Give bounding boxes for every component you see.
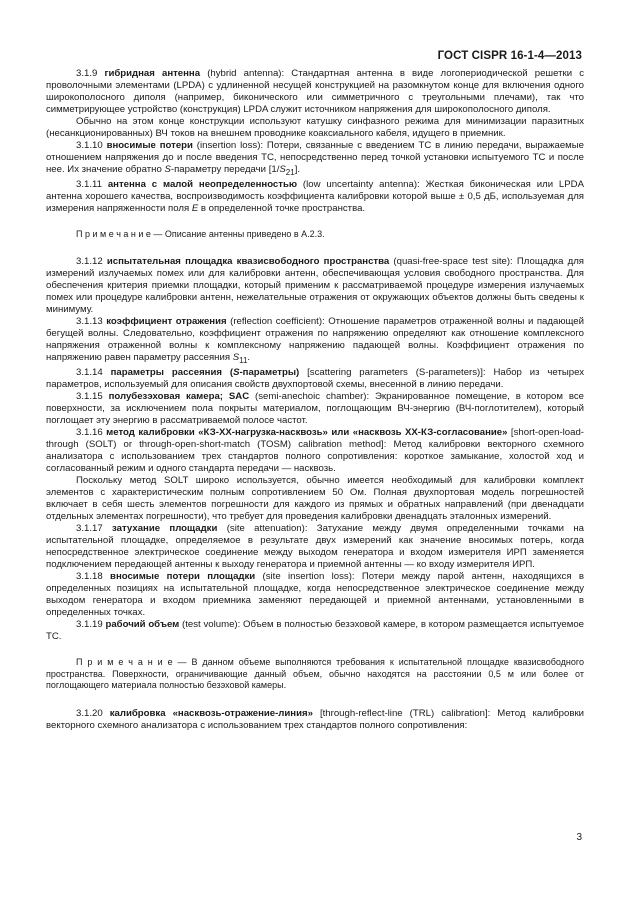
definition: [short-open-load-through (SOLT) or through-open-short-match (TOSM) calibration method]: Метод калибровки векторного схемного анализатора с использованием трех стандартов полного сопротивления: короткое замыкание, холостой ход и согласованный режим и одного стандарта передачи — насквозь. bbox=[46, 427, 584, 475]
clause-3-1-16-continuation bbox=[46, 475, 584, 523]
clause-number: 3.1.13 bbox=[76, 316, 103, 328]
definition-part: ]. bbox=[294, 164, 301, 175]
definition: (hybrid antenna): Стандартная антенна в виде логопериодической решетки с проволочными элементами (LPDA) с удлиненной несущей конструкцией на разомкнутом конце для включения одного широкополосного диполя (например, биконического или симметричного с треугольными плечами), так что симметрирующее устройство (конструкция) LPDA служит источником напряжения для широкополосного диполя. bbox=[46, 68, 585, 115]
clause-number: 3.1.18 bbox=[76, 571, 103, 583]
clause-3-1-11 bbox=[46, 179, 584, 215]
definition-part: . bbox=[247, 352, 251, 364]
note-2 bbox=[46, 657, 584, 692]
subscript: 11 bbox=[239, 356, 248, 366]
clause-3-1-15 bbox=[46, 391, 584, 427]
clause-3-1-13 bbox=[46, 316, 584, 367]
term: затухание площадки bbox=[112, 523, 218, 535]
clause-number: 3.1.11 bbox=[76, 178, 102, 190]
subscript: 21 bbox=[285, 167, 295, 177]
s-symbol: S bbox=[164, 164, 171, 175]
note-label: П р и м е ч а н и е bbox=[76, 657, 173, 668]
clause-3-1-9-continuation bbox=[46, 116, 584, 140]
definition-part: в определенной точке пространства. bbox=[198, 202, 366, 214]
clause-number: 3.1.9 bbox=[76, 68, 98, 79]
definition: [through-reflect-line (TRL) calibration]: Метод калибровки векторного схемного анализатора с использованием трех стандартов полного сопротивления: bbox=[46, 707, 584, 731]
clause-number: 3.1.10 bbox=[76, 140, 103, 151]
definition: (low uncertainty antenna): Жесткая биконическая или LPDA антенна хорошего качества, воспроизводимость коэффициента калибровки которой выше ± 0,5 дБ, используемая для измерения напряженности поля bbox=[46, 178, 584, 214]
clause-number: 3.1.15 bbox=[76, 391, 103, 403]
term bbox=[111, 367, 300, 378]
term: гибридная антенна bbox=[104, 68, 201, 79]
definition: (quasi-free-space test site): Площадка для измерений излучаемых помех или для калибровки антенн, обеспечивающая условия свободного пространства. Для обеспечения критерия приемки площадки, который применим к рассматриваемой процедуре измерения излучаемых помех или процедуре калибровки антенн, нежелательные отражения от окружающих объектов должны быть сведены к минимуму. bbox=[46, 256, 585, 316]
s-symbol: S bbox=[279, 164, 286, 175]
clause-number: 3.1.17 bbox=[76, 523, 103, 535]
clause-3-1-17 bbox=[46, 523, 584, 571]
term: полубезэховая камера; SAC bbox=[108, 391, 250, 403]
term: коэффициент отражения bbox=[106, 316, 227, 328]
note-text: — Описание антенны приведено в А.2.3. bbox=[150, 228, 325, 239]
definition: (site attenuation): Затухание между двумя определенными точками на испытательной площадке, определяемое в результате двух измерений как значение вносимых потерь, когда непосредственное электрическое соединение между выходом генератора и входом измерителя ИРП заменяется подключением передающей антенны к выходу генератора и приемной антенны — ко входу измерителя ИРП. bbox=[46, 523, 584, 571]
clause-3-1-9 bbox=[46, 68, 584, 116]
paragraph-text: Обычно на этом конце конструкции используют катушку синфазного режима для минимизации паразитных (несанкционированных) ВЧ токов на внешнем проводнике коаксиального кабеля, идущего в приемник. bbox=[46, 116, 584, 139]
clause-number: 3.1.16 bbox=[76, 427, 103, 439]
term: вносимые потери bbox=[106, 140, 193, 151]
clause-3-1-20 bbox=[46, 708, 584, 732]
definition-part: -параметру передачи [1/ bbox=[170, 164, 280, 175]
clause-number: 3.1.14 bbox=[76, 367, 103, 379]
term: метод калибровки «КЗ-ХХ-нагрузка-насквозь» или «насквозь ХХ-КЗ-согласование» bbox=[106, 427, 508, 439]
term: калибровка «насквозь-отражение-линия» bbox=[109, 707, 313, 719]
definition: [scattering parameters (S-parameters)]: Набор из четырех параметров, используемый для описания свойств двухпортовой схемы, внесенной в линию передачи. bbox=[46, 367, 584, 391]
clause-3-1-16 bbox=[46, 427, 584, 475]
term: испытательная площадка квазисвободного пространства bbox=[106, 256, 390, 268]
clause-3-1-14 bbox=[46, 367, 584, 391]
note-1 bbox=[46, 229, 584, 241]
term: вносимые потери площадки bbox=[110, 571, 256, 583]
term-part: -параметры) bbox=[239, 367, 300, 379]
clause-3-1-12 bbox=[46, 256, 584, 316]
definition: (insertion loss): Потери, связанные с введением ТС в линию передачи, выражаемые отношением напряжения до и после введения ТС, непосредственно перед точкой установки испытуемого ТС и после нее. Их значение обратно bbox=[46, 140, 584, 175]
term: рабочий объем bbox=[105, 619, 180, 631]
e-symbol: E bbox=[191, 202, 199, 214]
definition: (reflection coefficient): Отношение параметров отраженной волны и падающей бегущей волны. Следовательно, коэффициент отражения по напряжению определяют как отношение комплексного напряжения отраженной волны к комплексному напряжению падающей волны. Коэффициент отражения по напряжению равен параметру рассеяния bbox=[46, 316, 585, 364]
standard-header: ГОСТ CISPR 16-1-4—2013 bbox=[437, 50, 582, 62]
clause-3-1-10 bbox=[46, 140, 584, 179]
page-number: 3 bbox=[576, 832, 582, 843]
clause-number: 3.1.12 bbox=[76, 256, 103, 268]
s-symbol: S bbox=[232, 352, 240, 364]
clause-3-1-18 bbox=[46, 571, 584, 619]
term: антенна с малой неопределенностью bbox=[107, 178, 298, 190]
paragraph-text: Поскольку метод SOLT широко используется, обычно имеется необходимый для калибровки комплект элементов с характеристическим полным сопротивлением 50 Ом. Полная двухпортовая модель погрешностей включает в себя шесть элементов погрешности для каждого из прямых и обратных направлений (при двенадцати отдельных элементах погрешности), что требует для проведения калибровки двенадцать эталонных измерений. bbox=[46, 475, 584, 523]
clause-3-1-19 bbox=[46, 619, 584, 643]
term-part: параметры рассеяния ( bbox=[110, 367, 234, 379]
clause-number: 3.1.20 bbox=[76, 707, 103, 719]
definition: (test volume): Объем в полностью безэховой камере, в котором размещается испытуемое ТС. bbox=[46, 619, 585, 643]
definition: (semi-anechoic chamber): Экранированное помещение, в котором все поверхности, за исключением пола покрыты материалом, поглощающим ВЧ-энергию (ВЧ-поглотителем), который поглощает эту энергию в рассматриваемой полосе частот. bbox=[46, 391, 584, 427]
definition: (site insertion loss): Потери между парой антенн, находящихся в определенных позициях на испытательной площадке, когда непосредственное электрическое соединение между выходом генератора и входом приемника заменяют передающей и приемной антеннами, установленными в определенных точках. bbox=[46, 571, 584, 619]
note-text: — В данном объеме выполняются требования к испытательной площадке квазисвободного пространства. Поверхности, ограничивающие данный объем, обычно находятся на расстоянии 0,5 м или более от поглощающего материала полностью безэховой камеры. bbox=[46, 657, 584, 691]
s-symbol: S bbox=[233, 367, 240, 379]
clause-number: 3.1.19 bbox=[76, 619, 103, 631]
document-body bbox=[46, 68, 584, 732]
note-label: П р и м е ч а н и е bbox=[76, 228, 151, 239]
